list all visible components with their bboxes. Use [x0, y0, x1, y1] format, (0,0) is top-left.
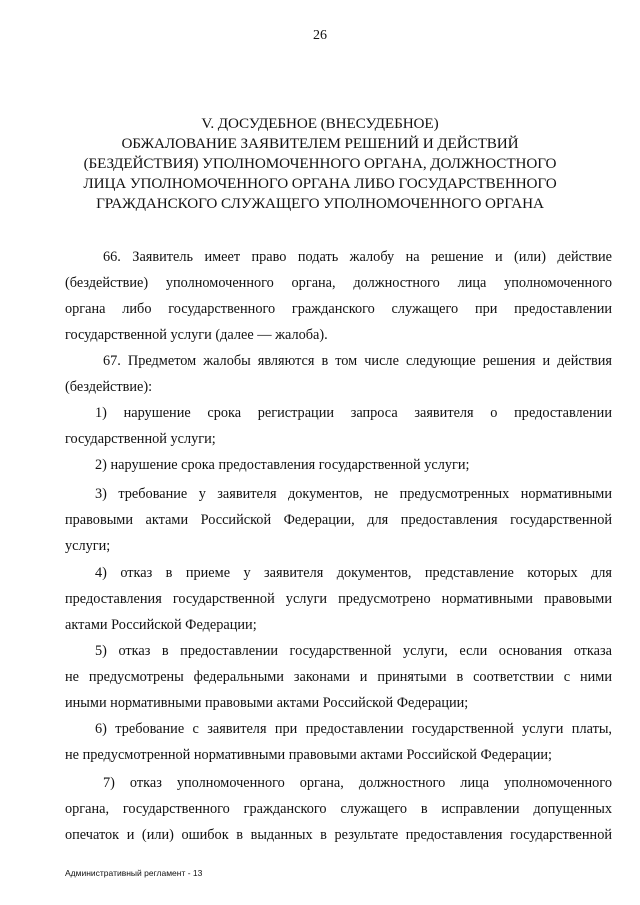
section-title-line: ОБЖАЛОВАНИЕ ЗАЯВИТЕЛЕМ РЕШЕНИЙ И ДЕЙСТВИЙ — [121, 135, 519, 152]
section-title — [40, 114, 600, 214]
list-item-line: предоставления государственной услуги предусмотрено нормативными правовыми — [65, 591, 612, 607]
paragraph-line: органа либо государственного гражданского служащего при предоставлении — [65, 301, 612, 317]
paragraph-line: государственной услуги (далее — жалоба). — [65, 327, 328, 343]
page-number: 26 — [313, 28, 327, 43]
footer-note: Административный регламент - 13 — [65, 868, 203, 878]
list-item-line: не предусмотрены федеральными законами и принятыми в соответствии с ними — [65, 669, 612, 685]
list-item-line: опечаток и (или) ошибок в выданных в результате предоставления государственной — [65, 827, 612, 843]
list-item-line: актами Российской Федерации; — [65, 617, 257, 633]
list-item-line: 2) нарушение срока предоставления государственной услуги; — [95, 457, 470, 473]
list-item-line: 4) отказ в приеме у заявителя документов, представление которых для — [95, 565, 612, 581]
paragraph-line: 66. Заявитель имеет право подать жалобу на решение и (или) действие — [103, 249, 612, 265]
list-item-line: иными нормативными правовыми актами Российской Федерации; — [65, 695, 469, 711]
list-item-line: не предусмотренной нормативными правовыми актами Российской Федерации; — [65, 747, 552, 763]
list-item-line: 7) отказ уполномоченного органа, должностного лица уполномоченного — [103, 775, 612, 791]
list-item-line: 5) отказ в предоставлении государственной услуги, если основания отказа — [95, 643, 612, 659]
list-item-line: 6) требование с заявителя при предоставлении государственной услуги платы, — [95, 721, 612, 737]
list-item-line: услуги; — [65, 538, 111, 554]
section-title-line: V. ДОСУДЕБНОЕ (ВНЕСУДЕБНОЕ) — [201, 115, 439, 132]
paragraph-line: 67. Предметом жалобы являются в том числе следующие решения и действия — [103, 353, 612, 369]
list-item-line: органа, государственного гражданского служащего в исправлении допущенных — [65, 801, 612, 817]
list-item-line: 1) нарушение срока регистрации запроса заявителя о предоставлении — [95, 405, 612, 421]
list-item-line: правовыми актами Российской Федерации, для предоставления государственной — [65, 512, 612, 528]
list-item-line: государственной услуги; — [65, 431, 216, 447]
list-item-line: 3) требование у заявителя документов, не предусмотренных нормативными — [95, 486, 612, 502]
section-title-line: (БЕЗДЕЙСТВИЯ) УПОЛНОМОЧЕННОГО ОРГАНА, ДОЛЖНОСТНОГО — [83, 155, 557, 172]
paragraph-line: (бездействие) уполномоченного органа, должностного лица уполномоченного — [65, 275, 612, 291]
section-title-line: ГРАЖДАНСКОГО СЛУЖАЩЕГО УПОЛНОМОЧЕННОГО ОРГАНА — [96, 195, 544, 212]
section-title-line: ЛИЦА УПОЛНОМОЧЕННОГО ОРГАНА ЛИБО ГОСУДАРСТВЕННОГО — [83, 175, 557, 192]
paragraph-line: (бездействие): — [65, 379, 153, 395]
